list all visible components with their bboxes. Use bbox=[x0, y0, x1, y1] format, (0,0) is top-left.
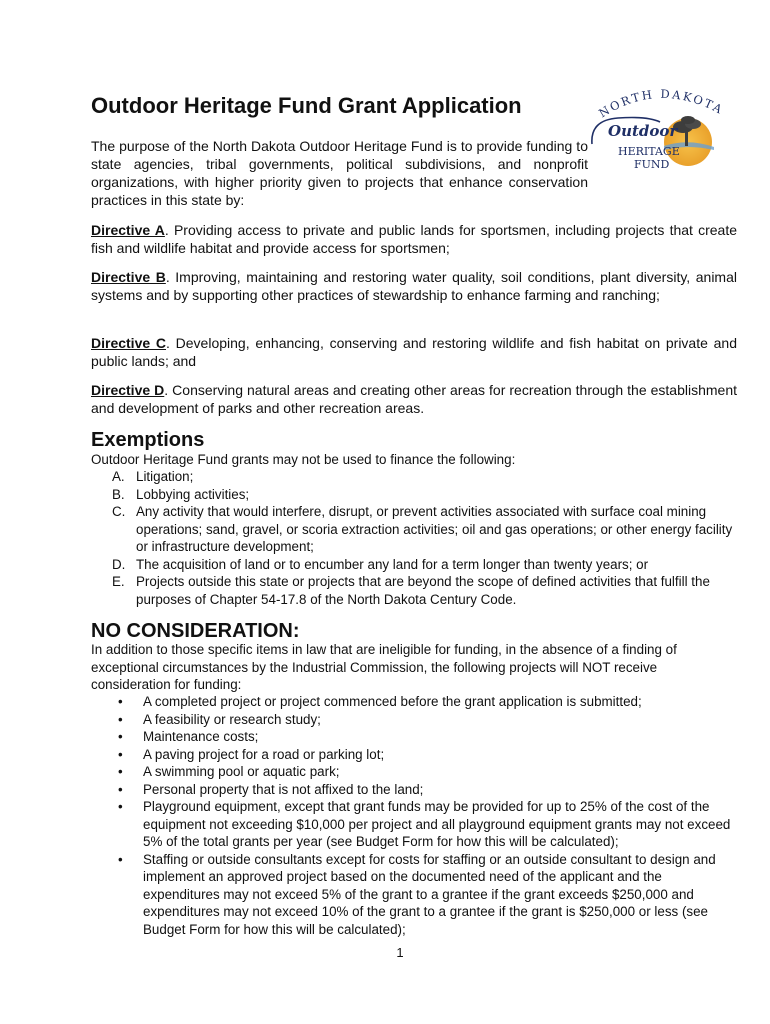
no-consideration-intro: In addition to those specific items in law that are ineligible for funding, in the absence of a finding of exceptional circumstances by the Industrial Commission, the following projects will NOT receive consideration for funding: bbox=[91, 642, 677, 692]
list-item-text: A completed project or project commenced before the grant application is submitted; bbox=[143, 694, 642, 709]
list-letter: D. bbox=[112, 556, 126, 572]
list-item-text: Maintenance costs; bbox=[143, 729, 259, 744]
bullet-icon: • bbox=[118, 764, 123, 779]
list-item-text: Personal property that is not affixed to the land; bbox=[143, 781, 424, 797]
directive-a bbox=[91, 221, 737, 257]
list-item-text: A swimming pool or aquatic park; bbox=[143, 764, 340, 779]
logo-fund-word: FUND bbox=[634, 158, 670, 171]
exemptions-intro: Outdoor Heritage Fund grants may not be used to finance the following: bbox=[91, 452, 516, 467]
bullet-icon: • bbox=[118, 799, 123, 814]
list-item-text: Litigation; bbox=[136, 469, 194, 484]
list-item bbox=[91, 486, 739, 504]
list-item bbox=[91, 763, 739, 781]
list-item bbox=[91, 851, 739, 939]
list-item bbox=[91, 503, 739, 556]
directive-text: . Providing access to private and public lands for sportsmen, including projects that create fish and wildlife habitat and provide access for sportsmen; bbox=[91, 222, 738, 256]
list-item bbox=[91, 798, 739, 851]
directive-label: Directive B bbox=[91, 269, 166, 285]
list-item-text: Lobbying activities; bbox=[136, 486, 250, 502]
list-item-text: A paving project for a road or parking lot; bbox=[143, 746, 385, 762]
exemptions-heading: Exemptions bbox=[91, 429, 205, 451]
purpose-paragraph: The purpose of the North Dakota Outdoor Heritage Fund is to provide funding to state agencies, tribal governments, political subdivisions, and nonprofit organizations, with higher priority given to projects that enhance conservation practices in this state by: bbox=[91, 138, 588, 208]
logo-script-word: Outdoor bbox=[608, 122, 678, 140]
list-letter: C. bbox=[112, 504, 126, 519]
bullet-icon: • bbox=[118, 694, 123, 709]
no-consideration-list bbox=[91, 693, 739, 938]
list-item-text: Projects outside this state or projects that are beyond the scope of defined activities that fulfill the purposes of Chapter 54-17.8 of the North Dakota Century Code. bbox=[136, 574, 710, 607]
directive-label: Directive A bbox=[91, 222, 165, 238]
directive-d bbox=[91, 381, 737, 417]
logo-arc-text: NORTH DAKOTA bbox=[596, 86, 727, 121]
list-item-text: A feasibility or research study; bbox=[143, 711, 321, 727]
page-title: Outdoor Heritage Fund Grant Application bbox=[91, 93, 522, 118]
list-item bbox=[91, 781, 739, 799]
bullet-icon: • bbox=[118, 729, 123, 744]
logo-graphic bbox=[588, 84, 728, 184]
directive-text: . Conserving natural areas and creating other areas for recreation through the establishment and development of parks and other recreation areas. bbox=[91, 382, 737, 416]
bullet-icon: • bbox=[118, 711, 123, 727]
list-item-text: Playground equipment, except that grant funds may be provided for up to 25% of the cost of the equipment not exceeding $10,000 per project and all playground equipment grants may not exceed 5% of the total grants per year (see Budget Form for how this will be calculated); bbox=[143, 799, 731, 849]
directive-text: . Developing, enhancing, conserving and restoring wildlife and fish habitat on private and public lands; and bbox=[91, 335, 737, 369]
directive-text: . Improving, maintaining and restoring water quality, soil conditions, plant diversity, animal systems and by supporting other practices of stewardship to enhance farming and ranching; bbox=[91, 269, 737, 303]
directive-c bbox=[91, 334, 737, 370]
directive-label: Directive D bbox=[91, 382, 165, 398]
directive-label: Directive C bbox=[91, 335, 167, 351]
no-consideration-heading: NO CONSIDERATION: bbox=[91, 620, 300, 642]
list-item bbox=[91, 711, 739, 729]
page-number: 1 bbox=[396, 945, 404, 960]
directive-b bbox=[91, 268, 737, 304]
bullet-icon: • bbox=[118, 746, 123, 762]
list-item bbox=[91, 556, 739, 574]
list-letter: A. bbox=[112, 469, 125, 484]
exemptions-list bbox=[91, 468, 739, 608]
outdoor-heritage-fund-logo bbox=[588, 84, 728, 184]
list-item-text: Any activity that would interfere, disrupt, or prevent activities associated with surface coal mining operations; sand, gravel, or scoria extraction activities; oil and gas operations; or other energy facility or infrastructure development; bbox=[136, 504, 733, 554]
list-item-text: The acquisition of land or to encumber any land for a term longer than twenty years; or bbox=[136, 556, 649, 572]
logo-heritage-word: HERITAGE bbox=[618, 145, 680, 158]
list-item bbox=[91, 728, 739, 746]
bullet-icon: • bbox=[118, 851, 123, 867]
list-item bbox=[91, 746, 739, 764]
list-item bbox=[91, 573, 739, 608]
list-letter: B. bbox=[112, 486, 125, 502]
list-item-text: Staffing or outside consultants except for costs for staffing or an outside consultant to design and implement an approved project based on the documented need of the applicant and the expenditures may not exceed 5% of the grant to a grantee if the grant exceeds $250,000 and expenditures may not exceed 10% of the grant to a grantee if the grant is $250,000 or less (see Budget Form for how this will be calculated); bbox=[143, 851, 716, 937]
list-item bbox=[91, 693, 739, 711]
bullet-icon: • bbox=[118, 781, 123, 797]
list-item bbox=[91, 468, 739, 486]
list-letter: E. bbox=[112, 574, 125, 589]
